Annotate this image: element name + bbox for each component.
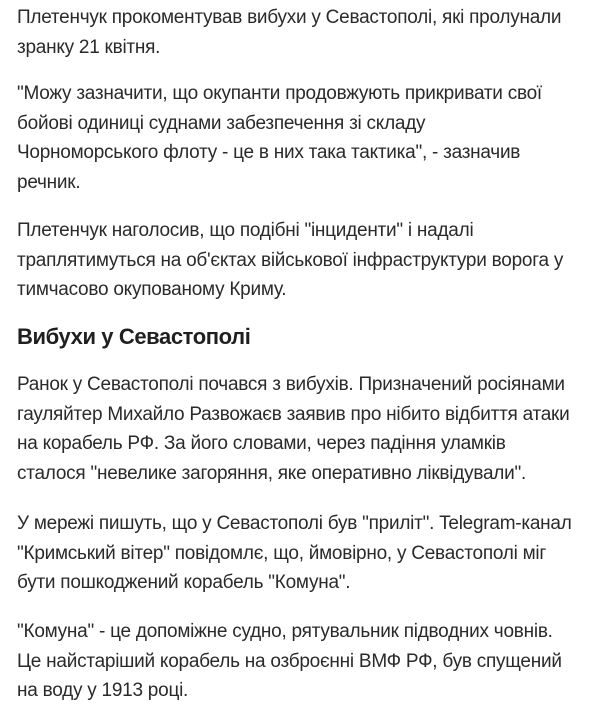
paragraph-line: бойові одиниці суднами забезпечення зі складу — [17, 112, 426, 134]
section-heading: Вибухи у Севастополі — [17, 324, 251, 349]
paragraph-line: Плетенчук наголосив, що подібні "інциденти" і надалі — [17, 220, 474, 241]
paragraph-line: У мережі пишуть, що у Севастополі був "приліт". Telegram-канал — [17, 513, 572, 534]
paragraph-line: Ранок у Севастополі почався з вибухів. Призначений росіянами — [17, 374, 565, 395]
paragraph-morning-explosions — [17, 370, 569, 488]
paragraph-line: речник. — [17, 171, 81, 193]
paragraph-line: бути пошкоджений корабель "Комуна". — [17, 572, 351, 593]
paragraph-komuna-ship — [17, 617, 562, 706]
paragraph-line: тимчасово окупованому Криму. — [17, 279, 287, 300]
paragraph-telegram — [17, 509, 572, 598]
paragraph-line: на корабель РФ. За його словами, через падіння уламків — [17, 433, 506, 454]
paragraph-line: Плетенчук прокоментував вибухи у Севастополі, які пролунали — [17, 7, 562, 28]
paragraph-line: траплятимуться на об'єктах військової інфраструктури ворога у — [17, 249, 564, 271]
paragraph-line: зранку 21 квітня. — [17, 36, 161, 58]
paragraph-line: "Комуна" - це допоміжне судно, рятувальник підводних човнів. — [17, 621, 553, 642]
paragraph-line: "Можу зазначити, що окупанти продовжують прикривати свої — [17, 83, 542, 104]
paragraph-line: "Кримський вітер" повідомлє, що, ймовірно, у Севастополі міг — [17, 542, 547, 564]
paragraph-pletenchuk-comment — [17, 3, 561, 62]
paragraph-line: Це найстаріший корабель на озброєнні ВМФ РФ, був спущений — [17, 650, 562, 672]
paragraph-line: Чорноморського флоту - це в них така тактика", - зазначив — [17, 142, 521, 163]
paragraph-incidents — [17, 216, 563, 305]
paragraph-line: на воду у 1913 році. — [17, 680, 189, 701]
paragraph-line: сталося "невелике загоряння, яке оперативно ліквідували". — [17, 462, 527, 484]
paragraph-quote — [17, 79, 542, 197]
paragraph-line: гауляйтер Михайло Развожаєв заявив про нібито відбиття атаки — [17, 403, 570, 425]
